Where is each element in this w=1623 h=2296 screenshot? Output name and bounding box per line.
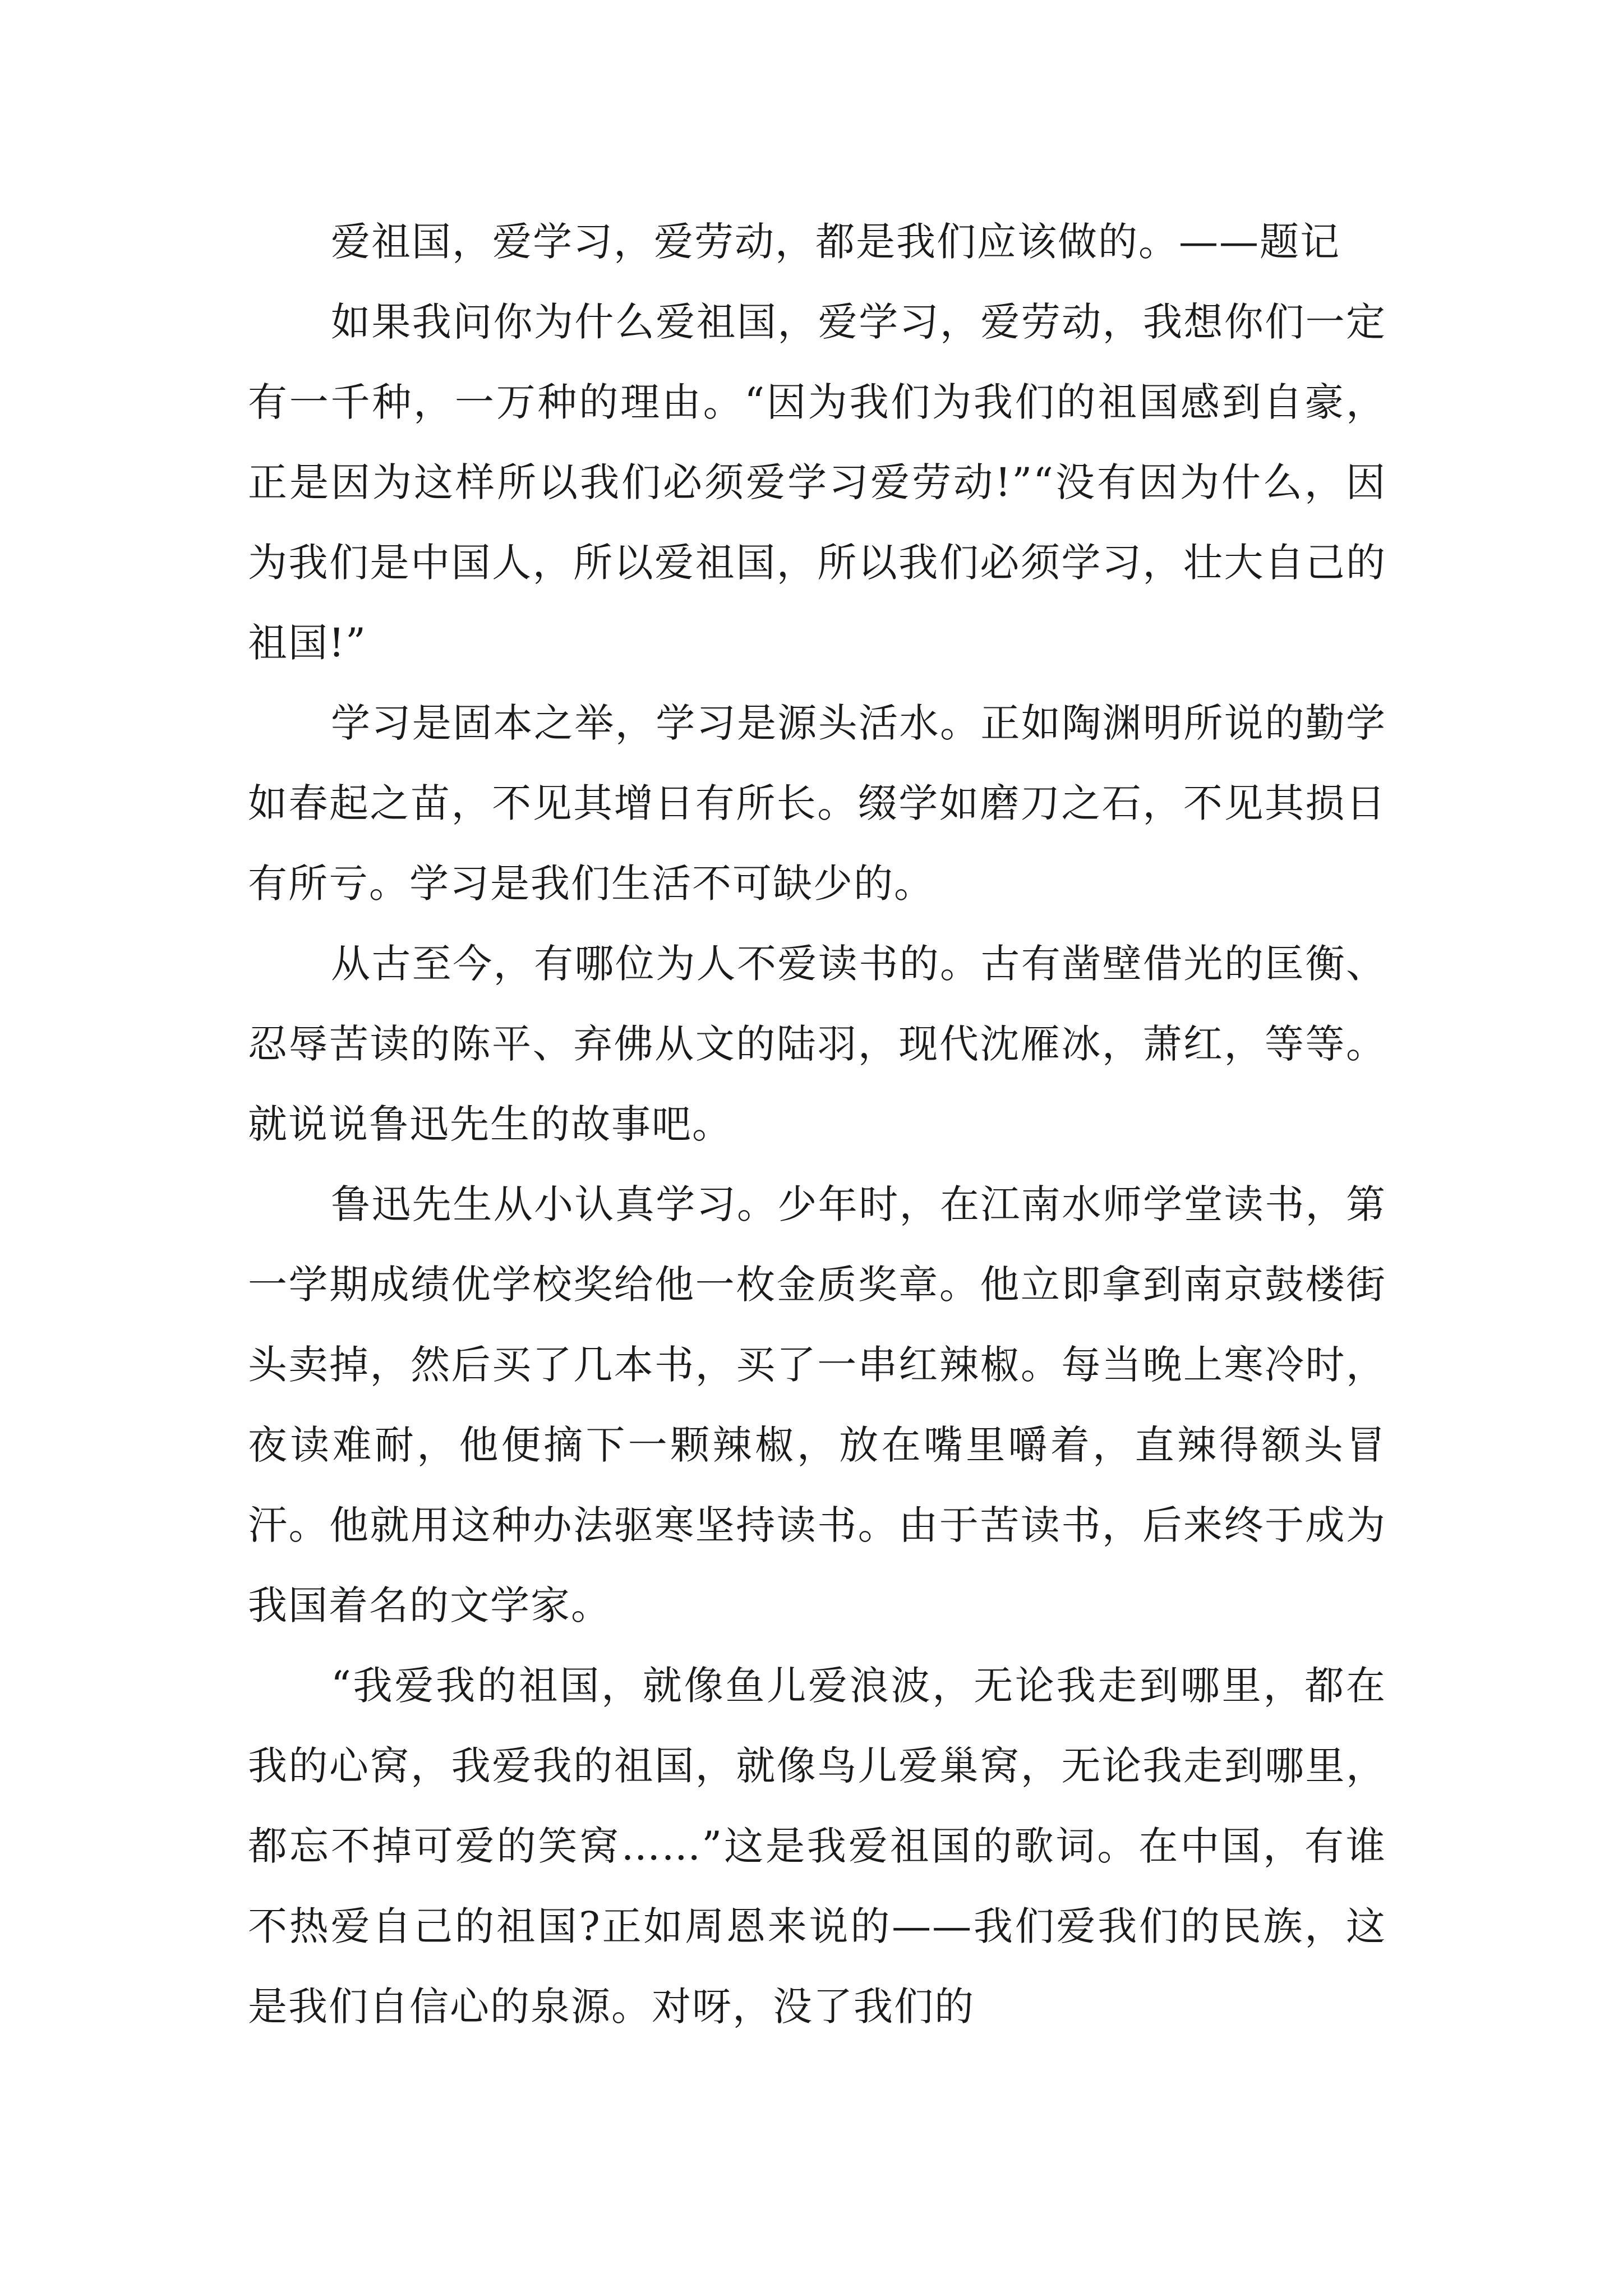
paragraph-lu-xun: 鲁迅先生从小认真学习。少年时，在江南水师学堂读书，第一学期成绩优学校奖给他一枚金质奖章。他立即拿到南京鼓楼街头卖掉，然后买了几本书，买了一串红辣椒。每当晚上寒冷时，夜读难耐，他便摘下一颗辣椒，放在嘴里嚼着，直辣得额头冒汗。他就用这种办法驱寒坚持读书。由于苦读书，后来终于成为我国着名的文学家。 [248,1181,1386,1628]
paragraph-song-lyrics: “我爱我的祖国，就像鱼儿爱浪波，无论我走到哪里，都在我的心窝，我爱我的祖国，就像鸟儿爱巢窝，无论我走到哪里，都忘不掉可爱的笑窝……”这是我爱祖国的歌词。在中国，有谁不热爱自己的祖国?正如周恩来说的——我们爱我们的民族，这是我们自信心的泉源。对呀，没了我们的 [248,1663,1386,2030]
paragraph-learning: 学习是固本之举，学习是源头活水。正如陶渊明所说的勤学如春起之苗，不见其增日有所长。缀学如磨刀之石，不见其损日有所亏。学习是我们生活不可缺少的。 [248,700,1386,907]
paragraph-why-love: 如果我问你为什么爱祖国，爱学习，爱劳动，我想你们一定有一千种，一万种的理由。“因为我们为我们的祖国感到自豪，正是因为这样所以我们必须爱学习爱劳动!”“没有因为什么，因为我们是中国人，所以爱祖国，所以我们必须学习，壮大自己的祖国!” [248,299,1386,666]
document-body [248,202,1386,2047]
paragraph-epigraph: 爱祖国，爱学习，爱劳动，都是我们应该做的。——题记 [331,219,1340,265]
paragraph-ancient-readers: 从古至今，有哪位为人不爱读书的。古有凿壁借光的匡衡、忍辱苦读的陈平、弃佛从文的陆羽，现代沈雁冰，萧红，等等。就说说鲁迅先生的故事吧。 [248,941,1386,1147]
